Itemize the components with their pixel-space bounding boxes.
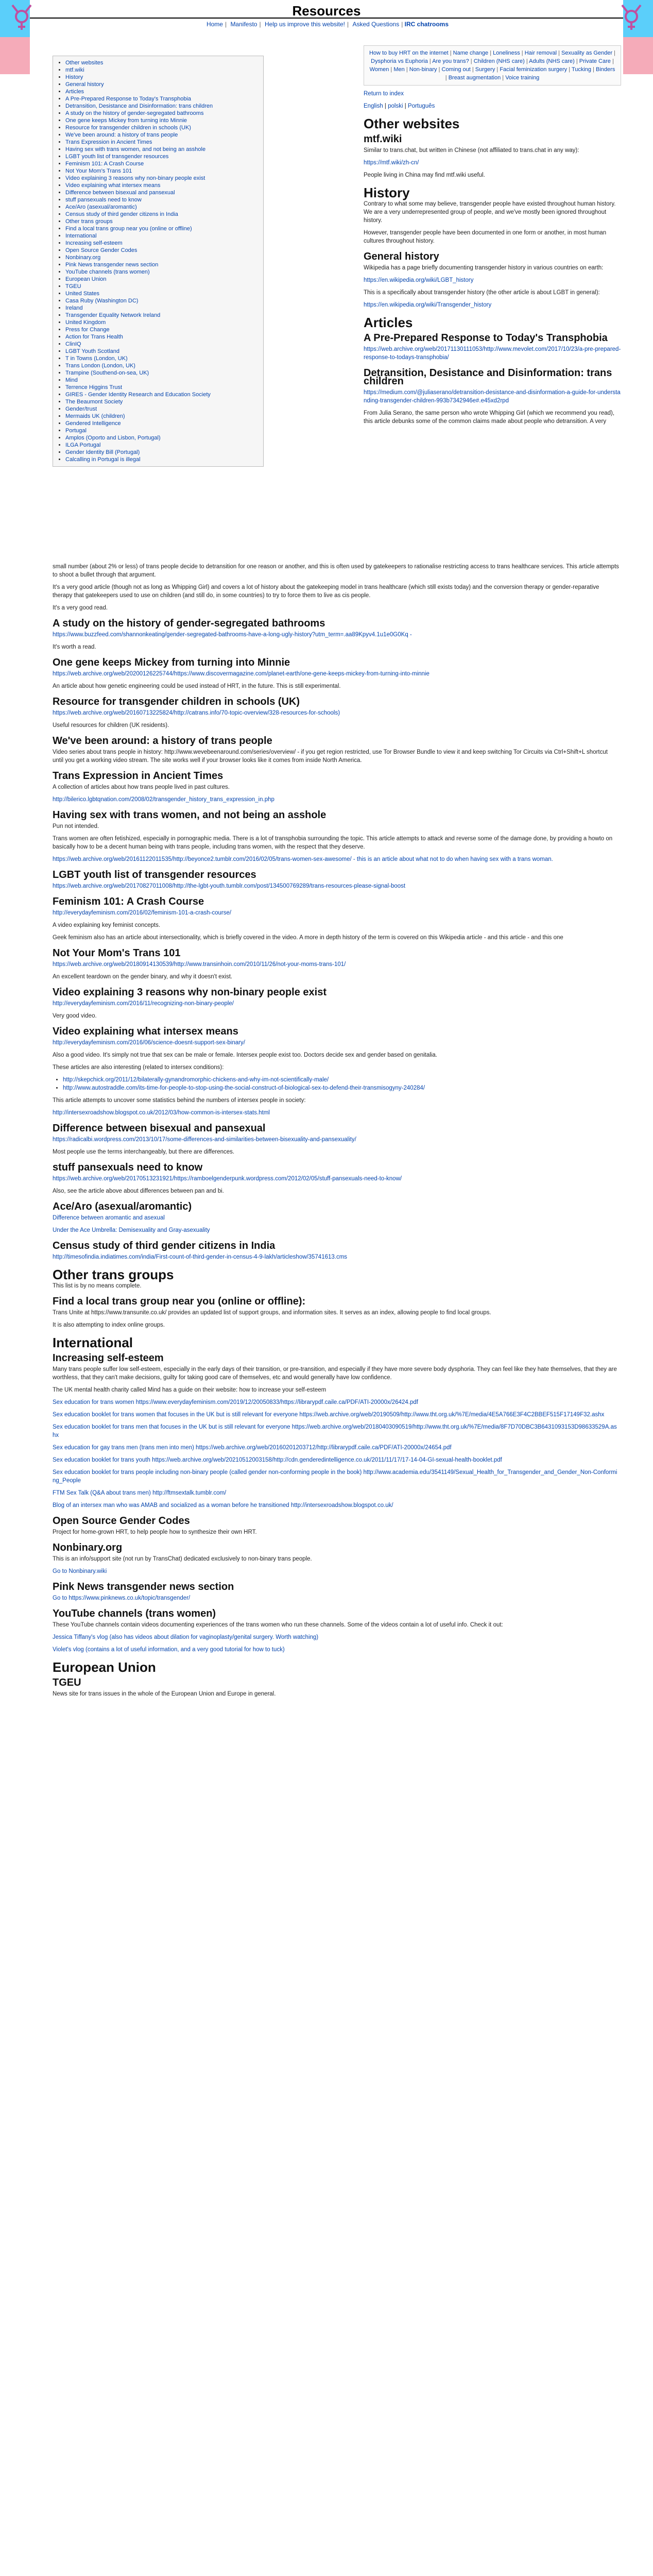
section-heading: Detransition, Desistance and Disinformation: trans children: [364, 367, 612, 387]
section-heading: International: [53, 1335, 133, 1350]
toc-item: [65, 196, 258, 204]
section-heading: Open Source Gender Codes: [53, 1515, 190, 1527]
section-heading: Articles: [364, 315, 413, 330]
toc-item: [65, 391, 258, 398]
section-heading: Feminism 101: A Crash Course: [53, 896, 204, 907]
toc-item: [65, 377, 258, 384]
section-heading: European Union: [53, 1659, 156, 1675]
toc-link[interactable]: Calcalling in Portugal is illegal: [65, 456, 141, 463]
article-link[interactable]: http://everydayfeminism.com/2016/02/feminism-101-a-crash-course/: [53, 910, 232, 916]
paragraph: Similar to trans.chat, but written in Chinese (not affiliated to trans.chat in any way):: [364, 147, 579, 154]
section-heading: A Pre-Prepared Response to Today's Transphobia: [364, 332, 608, 344]
toc-link[interactable]: Feminism 101: A Crash Course: [65, 161, 144, 167]
sex-ed-link[interactable]: FTM Sex Talk (Q&A about trans men) http://ftmsextalk.tumblr.com/: [53, 1490, 227, 1496]
quicklink[interactable]: Non-binary: [409, 66, 437, 73]
toc-item: [65, 326, 258, 333]
paragraph: This article attempts to uncover some statistics behind the numbers of intersex people in society:: [53, 1097, 306, 1104]
paragraph: small number (about 2% or less) of trans people decide to detransition for one reason or another, and this is often used by gatekeepers to rationalise restricting access to trans healthcare services. This article attempts to shoot a bullet through that argument.: [53, 564, 619, 578]
toc-item: [65, 88, 258, 95]
toc-item: [65, 240, 258, 247]
quicklinks-box: How to buy HRT on the internet | Name change | Loneliness | Hair removal | Sexuality as Gender | Dysphoria vs Euphoria | Are you trans? | Children (NHS care) | Adults (NHS care) | Private Care | Women | Men | Non-binary | Coming out | Surgery | Facial feminization surgery | Tucking | Binders | Breast augmentation | Voice training: [364, 45, 621, 86]
section-heading: Trans Expression in Ancient Times: [53, 770, 224, 782]
section-heading: YouTube channels (trans women): [53, 1608, 216, 1619]
section-heading: stuff pansexuals need to know: [53, 1162, 203, 1173]
toc-link[interactable]: Terrence Higgins Trust: [65, 384, 123, 391]
toc-item: [65, 232, 258, 240]
toc-link[interactable]: Other websites: [65, 60, 104, 66]
section-heading: Video explaining 3 reasons why non-binary people exist: [53, 987, 326, 998]
toc-link[interactable]: mtf.wiki: [65, 67, 84, 73]
main-content: [53, 561, 619, 1702]
toc-item: [65, 211, 258, 218]
article-link[interactable]: http://timesofindia.indiatimes.com/india/First-count-of-third-gender-in-census-4-9-lakh/articleshow/35741613.cms: [53, 1254, 348, 1260]
paragraph: Pun not intended.: [53, 823, 99, 829]
quicklink[interactable]: Binders: [596, 66, 615, 73]
paragraph: People living in China may find mtf.wiki useful.: [364, 172, 485, 178]
article-link[interactable]: https://web.archive.org/web/20200126225744/https://www.discovermagazine.com/planet-earth/one-gene-keeps-mickey-from-turning-into-minnie: [53, 671, 429, 677]
paragraph: These YouTube channels contain videos documenting experiences of the trans women who run these channels. Some of the videos contain a lot of useful info. Check it out:: [53, 1622, 503, 1628]
quicklink[interactable]: Breast augmentation: [448, 75, 501, 81]
section-heading: General history: [364, 251, 439, 262]
section-heading: Difference between bisexual and pansexual: [53, 1123, 266, 1134]
quicklink[interactable]: Adults (NHS care): [529, 58, 575, 64]
section-heading: mtf.wiki: [364, 133, 402, 145]
quicklink[interactable]: Sexuality as Gender: [561, 50, 613, 56]
sex-ed-link[interactable]: Blog of an intersex man who was AMAB and socialized as a woman before he transitioned http://intersexroadshow.blogspot.co.uk/: [53, 1502, 393, 1509]
toc-item: [65, 333, 258, 341]
section-heading: LGBT youth list of transgender resources: [53, 869, 256, 880]
sex-ed-link[interactable]: Sex education booklet for trans men that focuses in the UK but is still relevant for everyone https://web.archive.org/web/20180403090519/http://www.tht.org.uk/%7E/media/8F7D70DBC3B6431093153D98633529A.ashx: [53, 1424, 617, 1438]
quicklink[interactable]: Tucking: [571, 66, 592, 73]
toc-item: [65, 218, 258, 225]
paragraph: Trans women are often fetishized, especially in pornographic media. There is a lot of transphobia surrounding the topic. This article attempts to attack and reverse some of the damage done, by providing a howto on basically how to be a decent human being with trans people, including trans women, with the respect that they deserve.: [53, 836, 613, 850]
quicklink[interactable]: Women: [369, 66, 389, 73]
quicklink[interactable]: Name change: [453, 50, 489, 56]
toc-link[interactable]: LGBT youth list of transgender resources: [65, 154, 169, 160]
paragraph: This is a specifically about transgender history (the other article is about LGBT in general):: [364, 290, 600, 296]
section-heading: Resource for transgender children in schools (UK): [53, 696, 300, 707]
nonbinary-wiki-link[interactable]: Go to Nonbinary.wiki: [53, 1568, 107, 1574]
toc-link[interactable]: stuff pansexuals need to know: [65, 197, 142, 203]
article-link[interactable]: https://web.archive.org/web/20170827011008/http://the-lgbt-youth.tumblr.com/post/134500769289/trans-resources-please-signal-boost: [53, 883, 406, 889]
paragraph: Most people use the terms interchangeably, but there are differences.: [53, 1149, 235, 1155]
toc-link[interactable]: Find a local trans group near you (online or offline): [65, 226, 192, 232]
section-heading: One gene keeps Mickey from turning into Minnie: [53, 657, 290, 668]
toc-link[interactable]: Action for Trans Health: [65, 334, 123, 340]
toc-item: [65, 405, 258, 413]
quicklink[interactable]: Surgery: [475, 66, 495, 73]
paragraph: Very good video.: [53, 1013, 97, 1019]
section-heading: Other websites: [364, 116, 460, 131]
toc-link[interactable]: Gendered Intelligence: [65, 420, 121, 427]
header-bar: [30, 0, 623, 19]
paragraph: From Julia Serano, the same person who wrote Whipping Girl (which we recommend you read), this article debunks some of the common claims made about people who detransition. A very: [364, 410, 615, 425]
toc-item: [65, 110, 258, 117]
paragraph: Many trans people suffer low self-esteem, especially in the early days of their transition, or pre-transition, and especially if they have more severe body dysphoria. They can feel like they hate themselves, that they are worthless, that they can't make decisions, guilty for taking good care of themselves, etc and would generally have low confidence.: [53, 1366, 617, 1381]
section-heading: Ace/Aro (asexual/aromantic): [53, 1201, 192, 1212]
toc-item: [65, 175, 258, 182]
toc-item: [65, 413, 258, 420]
toc-item: [65, 182, 258, 189]
toc-link[interactable]: ClinIQ: [65, 341, 81, 347]
toc-link[interactable]: A study on the history of gender-segregated bathrooms: [65, 110, 204, 116]
youtube-channel-link[interactable]: Jessica Tiffany's vlog (also has videos about dilation for vaginoplasty/genital surgery. Worth watching): [53, 1634, 319, 1640]
toc-link[interactable]: European Union: [65, 276, 107, 282]
toc-link[interactable]: General history: [65, 81, 104, 88]
toc-link[interactable]: One gene keeps Mickey from turning into Minnie: [65, 117, 187, 124]
toc-link[interactable]: Mind: [65, 377, 78, 383]
toc-item: [65, 283, 258, 290]
paragraph: A video explaining key feminist concepts.: [53, 922, 161, 928]
article-link[interactable]: http://skepchick.org/2011/12/bilaterally-gynandromorphic-chickens-and-why-im-not-scientifically-male/: [63, 1077, 329, 1083]
article-link[interactable]: https://web.archive.org/web/20161122011535/http://beyonce2.tumblr.com/2016/02/05/trans-women-sex-awesome/ - this is an article about what not to do when having sex with a trans woman.: [53, 856, 553, 862]
toc-item: [65, 153, 258, 160]
toc-item: [65, 276, 258, 283]
toc-link[interactable]: Transgender Equality Network Ireland: [65, 312, 161, 318]
toc-item: [65, 449, 258, 456]
paragraph: Geek feminism also has an article about intersectionality, which is briefly covered in the video. A more in depth history of the term is covered on this Wikipedia article - and this article - and this one: [53, 935, 563, 941]
paragraph: Wikipedia has a page briefly documenting transgender history in various countries on earth:: [364, 265, 604, 271]
article-link[interactable]: https://medium.com/@juliaserano/detransition-desistance-and-disinformation-a-guide-for-understanding-transgender-children-993b7342946e#.e45xd2rpd: [364, 389, 621, 404]
toc-item: [65, 319, 258, 326]
quicklink[interactable]: Voice training: [505, 75, 540, 81]
toc-link[interactable]: TGEU: [65, 283, 81, 290]
toc-link[interactable]: Open Source Gender Codes: [65, 247, 138, 253]
toc-link[interactable]: Casa Ruby (Washington DC): [65, 298, 139, 304]
section-heading: Nonbinary.org: [53, 1542, 123, 1553]
toc-item: [65, 304, 258, 312]
toc-link[interactable]: Other trans groups: [65, 218, 113, 225]
toc-item: [65, 225, 258, 232]
paragraph: Useful resources for children (UK residents).: [53, 722, 169, 728]
paragraph: Project for home-grown HRT, to help people how to synthesize their own HRT.: [53, 1529, 257, 1535]
toc-item: [65, 124, 258, 131]
section-heading: We've been around: a history of trans people: [53, 735, 272, 747]
toc-item: [65, 189, 258, 196]
paragraph: News site for trans issues in the whole of the European Union and Europe in general.: [53, 1691, 276, 1697]
toc-item: [65, 362, 258, 369]
toc-link[interactable]: Pink News transgender news section: [65, 262, 159, 268]
lang-english-link[interactable]: English: [364, 103, 383, 109]
paragraph: It's a very good read.: [53, 605, 108, 611]
quicklink[interactable]: Hair removal: [524, 50, 557, 56]
section-heading: Find a local trans group near you (online or offline):: [53, 1296, 306, 1307]
toc-item: [65, 398, 258, 405]
sex-ed-link[interactable]: Sex education for trans women https://www.everydayfeminism.com/2019/12/20050833/https://librarypdf.caile.ca/PDF/ATI-20000x/26424.pdf: [53, 1399, 418, 1405]
paragraph: This is an info/support site (not run by TransChat) dedicated exclusively to non-binary trans people.: [53, 1556, 312, 1562]
toc-link[interactable]: Ireland: [65, 305, 83, 311]
pinknews-link[interactable]: Go to https://www.pinknews.co.uk/topic/transgender/: [53, 1595, 191, 1601]
toc-item: [65, 103, 258, 110]
article-link[interactable]: Under the Ace Umbrella: Demisexuality and Gray-asexuality: [53, 1227, 210, 1233]
toc-item: [65, 146, 258, 153]
wikipedia-trans-link[interactable]: https://en.wikipedia.org/wiki/Transgender_history: [364, 302, 492, 308]
sex-ed-link[interactable]: Sex education for gay trans men (trans men into men) https://web.archive.org/web/20160201203712/http://librarypdf.caile.ca/PDF/ATI-20000x/24654.pdf: [53, 1445, 452, 1451]
quicklink[interactable]: How to buy HRT on the internet: [369, 50, 449, 56]
toc-link[interactable]: T in Towns (London, UK): [65, 355, 128, 362]
section-heading: A study on the history of gender-segregated bathrooms: [53, 618, 325, 629]
toc-item: [65, 204, 258, 211]
article-link[interactable]: http://intersexroadshow.blogspot.co.uk/2012/03/how-common-is-intersex-stats.html: [53, 1110, 270, 1116]
quicklink[interactable]: Are you trans?: [432, 58, 469, 64]
mtfwiki-link[interactable]: https://mtf.wiki/zh-cn/: [364, 160, 419, 166]
toc-link[interactable]: We've been around: a history of trans people: [65, 132, 178, 138]
toc-link[interactable]: Articles: [65, 89, 84, 95]
toc-item: [65, 261, 258, 268]
toc-item: [65, 355, 258, 362]
paragraph: However, transgender people have been documented in one form or another, in most human cultures throughout history.: [364, 230, 607, 244]
paragraph: An excellent teardown on the gender binary, and why it doesn't exist.: [53, 974, 233, 980]
toc-link[interactable]: Detransition, Desistance and Disinformation: trans children: [65, 103, 213, 109]
paragraph: Video series about trans people in history: http://www.wevebeenaround.com/series/overview/ - if you get region restricted, use Tor Browser Bundle to view it and keep switching Tor Circuits via Ctrl+Shift+L shortcut until you get a working video stream. The site works well if your browser looks like it comes from inside North America.: [53, 749, 608, 764]
article-link[interactable]: http://bilerico.lgbtqnation.com/2008/02/transgender_history_trans_expression_in.php: [53, 796, 274, 803]
paragraph: Contrary to what some may believe, transgender people have existed throughout human history. We are a very underrepresented group of people, and we've mostly been ignored throughout history.: [364, 201, 616, 224]
lang-portugues-link[interactable]: Português: [407, 103, 435, 109]
quicklink[interactable]: Loneliness: [493, 50, 520, 56]
toc-link[interactable]: The Beaumont Society: [65, 399, 123, 405]
toc-item: [65, 341, 258, 348]
toc-link[interactable]: Nonbinary.org: [65, 255, 101, 261]
section-heading: Pink News transgender news section: [53, 1581, 234, 1592]
youtube-channel-link[interactable]: Violet's vlog (contains a lot of useful information, and a very good tutorial for how to tuck): [53, 1647, 285, 1653]
toc-link[interactable]: Gender Identity Bill (Portugal): [65, 449, 140, 455]
section-heading: Increasing self-esteem: [53, 1352, 164, 1364]
wikipedia-lgbt-link[interactable]: https://en.wikipedia.org/wiki/LGBT_history: [364, 277, 474, 283]
toc-link[interactable]: Ace/Aro (asexual/aromantic): [65, 204, 137, 210]
paragraph: It is also attempting to index online groups.: [53, 1322, 165, 1328]
toc-item: [65, 348, 258, 355]
toc-item: [65, 95, 258, 103]
toc-item: [65, 456, 258, 463]
toc-link[interactable]: History: [65, 74, 83, 80]
toc-link[interactable]: A Pre-Prepared Response to Today's Transphobia: [65, 96, 192, 102]
language-links: English | polski | Português: [364, 103, 435, 109]
section-heading: Video explaining what intersex means: [53, 1026, 238, 1037]
toc-link[interactable]: United Kingdom: [65, 319, 106, 326]
nav-manifesto-link[interactable]: Manifesto: [230, 21, 257, 28]
section-heading: TGEU: [53, 1677, 81, 1688]
sex-ed-link[interactable]: Sex education booklet for trans people including non-binary people (called gender non-conforming people in the book) http://www.academia.edu/3541149/Sexual_Health_for_Transgender_and_Gender_Non-Conforming_People: [53, 1469, 617, 1484]
paragraph: Also a good video. It's simply not true that sex can be male or female. Intersex people exist too. Doctors decide sex and gender based on genitalia.: [53, 1052, 437, 1058]
toc-item: [65, 59, 258, 66]
toc-item: [65, 81, 258, 88]
toc-item: [65, 160, 258, 167]
toc-link[interactable]: Trans London (London, UK): [65, 363, 135, 369]
quicklink[interactable]: Dysphoria vs Euphoria: [371, 58, 428, 64]
toc-item: [65, 247, 258, 254]
article-link[interactable]: http://www.autostraddle.com/its-time-for-people-to-stop-using-the-social-construct-of-biological-sex-to-defend-their-transmisogyny-240284/: [63, 1085, 425, 1091]
article-link[interactable]: http://everydayfeminism.com/2016/11/recognizing-non-binary-people/: [53, 1001, 234, 1007]
toc-item: [65, 131, 258, 139]
toc-link[interactable]: Video explaining what intersex means: [65, 182, 161, 189]
paragraph: Trans Unite at https://www.transunite.co.uk/ provides an updated list of support groups, and information sites. It serves as an index, allowing people to find local groups.: [53, 1310, 491, 1316]
toc-item: [65, 254, 258, 261]
quicklink[interactable]: Facial feminization surgery: [500, 66, 568, 73]
return-to-index-link[interactable]: Return to index: [364, 91, 404, 97]
right-column: [364, 45, 621, 430]
toc-item: [65, 117, 258, 124]
paragraph: These articles are also interesting (related to intersex conditions):: [53, 1064, 224, 1071]
section-heading: Other trans groups: [53, 1267, 174, 1282]
section-heading: Census study of third gender citizens in India: [53, 1240, 276, 1251]
toc-link[interactable]: Press for Change: [65, 327, 110, 333]
paragraph: It's a very good article (though not as long as Whipping Girl) and covers a lot of history about the gatekeeping model in trans healthcare (which still exists today) and the conversion therapy or gender-reparative therapy that gatekeepers used to use on children (and still do, in some countries) to try to force them to live as cis people.: [53, 584, 599, 599]
paragraph: An article about how genetic engineering could be used instead of HRT, in the future. This is still experimental.: [53, 683, 341, 689]
article-link[interactable]: Difference between aromantic and asexual: [53, 1215, 165, 1221]
toc-item: [65, 66, 258, 74]
section-heading: Not Your Mom's Trans 101: [53, 947, 181, 959]
toc-link[interactable]: Trans Expression in Ancient Times: [65, 139, 152, 145]
toc-item: [65, 427, 258, 434]
paragraph: It's worth a read.: [53, 644, 96, 650]
toc-item: [65, 434, 258, 442]
toc-item: [65, 167, 258, 175]
toc-link[interactable]: GIRES - Gender Identity Research and Education Society: [65, 392, 211, 398]
paragraph: This list is by no means complete.: [53, 1283, 142, 1289]
article-link[interactable]: https://web.archive.org/web/20160713225824/http://catrans.info/70-topic-overview/328-resources-for-schools): [53, 710, 340, 716]
toc-link[interactable]: YouTube channels (trans women): [65, 269, 150, 275]
toc-link[interactable]: ILGA Portugal: [65, 442, 101, 448]
article-link[interactable]: https://web.archive.org/web/20171130111053/http://www.mevolet.com/2017/10/23/a-pre-prepared-response-to-todays-transphobia/: [364, 346, 621, 361]
toc-link[interactable]: Video explaining 3 reasons why non-binary people exist: [65, 175, 205, 181]
toc-item: [65, 312, 258, 319]
toc-link[interactable]: Amplos (Oporto and Lisbon, Portugal): [65, 435, 161, 441]
toc-link[interactable]: Portugal: [65, 428, 87, 434]
paragraph: Also, see the article above about differences between pan and bi.: [53, 1188, 224, 1194]
toc-link[interactable]: Gender/trust: [65, 406, 97, 412]
toc-link[interactable]: United States: [65, 291, 100, 297]
quicklink[interactable]: Private Care: [579, 58, 611, 64]
toc-link[interactable]: Trampine (Southend-on-sea, UK): [65, 370, 149, 376]
toc-item: [65, 74, 258, 81]
sex-ed-link[interactable]: Sex education booklet for trans youth https://web.archive.org/web/20210512003158/http://cdn.genderedintelligence.co.uk/2011/11/17/17-14-04-GI-sexual-health-booklet.pdf: [53, 1457, 502, 1463]
nav-home-link[interactable]: Home: [206, 21, 223, 28]
toc-link[interactable]: LGBT Youth Scotland: [65, 348, 119, 354]
toc-link[interactable]: Difference between bisexual and pansexual: [65, 190, 175, 196]
article-link[interactable]: https://radicalbi.wordpress.com/2013/10/17/some-differences-and-similarities-between-bisexuality-and-pansexuality/: [53, 1137, 356, 1143]
toc-item: [65, 442, 258, 449]
toc-item: [65, 384, 258, 391]
toc-item: [65, 268, 258, 276]
quicklink[interactable]: Men: [393, 66, 405, 73]
quicklink[interactable]: Coming out: [441, 66, 471, 73]
toc-link[interactable]: Census study of third gender citizens in India: [65, 211, 178, 217]
section-heading: History: [364, 185, 410, 200]
paragraph: A collection of articles about how trans people lived in past cultures.: [53, 784, 230, 790]
toc-item: [65, 297, 258, 304]
toc-item: [65, 369, 258, 377]
nav-help-link[interactable]: Help us improve this website!: [264, 21, 346, 28]
toc-item: [65, 139, 258, 146]
article-link[interactable]: https://www.buzzfeed.com/shannonkeating/gender-segregated-bathrooms-have-a-long-ugly-history?utm_term=.aa89Kpyv4.1u1e0G0Kq -: [53, 632, 412, 638]
nav-irc-link[interactable]: IRC chatrooms: [404, 21, 449, 28]
page-title: Resources: [292, 3, 361, 19]
toc-link[interactable]: Mermaids UK (children): [65, 413, 125, 419]
toc-link[interactable]: International: [65, 233, 97, 239]
paragraph: The UK mental health charity called Mind has a guide on their website: how to increase your self-esteem: [53, 1387, 326, 1393]
page-content: [30, 0, 623, 2576]
top-nav: Home | Manifesto | Help us improve this website! | Asked Questions | IRC chatrooms: [206, 21, 449, 28]
article-link[interactable]: https://web.archive.org/web/20170513231921/https://ramboelgenderpunk.wordpress.com/2012/02/05/stuff-pansexuals-need-to-know/: [53, 1176, 402, 1182]
toc-item: [65, 290, 258, 297]
toc-link[interactable]: Having sex with trans women, and not being an asshole: [65, 146, 206, 152]
toc-item: [65, 420, 258, 427]
lang-polski-link[interactable]: polski: [388, 103, 403, 109]
toc-link[interactable]: Not Your Mom's Trans 101: [65, 168, 132, 174]
toc-link[interactable]: Resource for transgender children in schools (UK): [65, 125, 191, 131]
toc-link[interactable]: Increasing self-esteem: [65, 240, 123, 246]
table-of-contents: [53, 56, 264, 467]
article-link[interactable]: http://everydayfeminism.com/2016/06/science-doesnt-support-sex-binary/: [53, 1040, 245, 1046]
quicklink[interactable]: Children (NHS care): [473, 58, 525, 64]
nav-questions-link[interactable]: Asked Questions: [352, 21, 400, 28]
section-heading: Having sex with trans women, and not being an asshole: [53, 809, 326, 821]
article-link[interactable]: https://web.archive.org/web/20180914130539/http://www.transinhoin.com/2010/11/26/not-your-moms-trans-101/: [53, 961, 346, 968]
sex-ed-link[interactable]: Sex education booklet for trans women that focuses in the UK but is still relevant for everyone https://web.archive.org/web/20190509/http://www.tht.org.uk/%7E/media/4E5A766E3F4C2BBEF515F17149F32.ashx: [53, 1412, 605, 1418]
